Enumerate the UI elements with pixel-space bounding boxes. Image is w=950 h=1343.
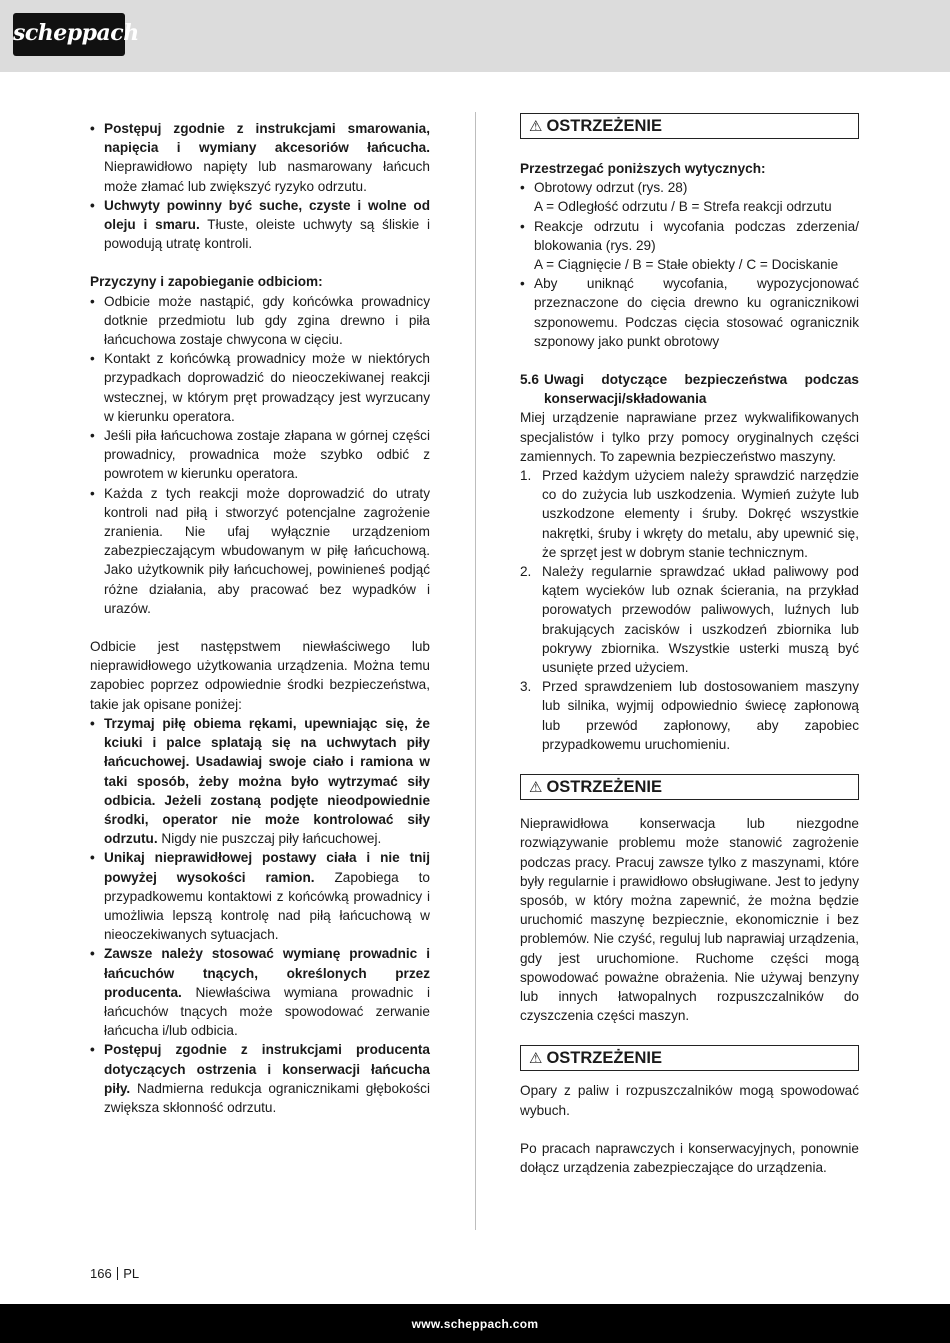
list-item: • Jeśli piła łańcuchowa zostaje złapana w górnej części prowadnicy, prowadnica może szybko odbić z powrotem w kierunku operatora. [90,426,430,484]
list-item: 1. Przed każdym użyciem należy sprawdzić narzędzie co do zużycia lub uszkodzenia. Wymień zużyte lub uszkodzone elementy i śruby. Dokręć wszystkie nakrętki, śruby i wkręty do metalu, aby upewnić się, że sprzęt jest w dobrym stanie technicznym. [520,468,859,560]
list-item: 2. Należy regularnie sprawdzać układ paliwowy pod kątem wycieków lub oznak ścierania, na przykład porowatych przewodów paliwowych, luźnych lub brakujących zacisków i uszkodzeń zbiornika lub pokrywy zbiornika. Wszystkie usterki muszą być usunięte przed użyciem. [520,564,859,676]
guidelines-heading: Przestrzegać poniższych wytycznych: [520,161,766,176]
section-heading: 5.6 Uwagi dotyczące bezpieczeństwa podczas konserwacji/składowania [520,372,859,407]
page-number: 166 PL [90,1266,140,1281]
list-item: 3. Przed sprawdzeniem lub dostosowaniem maszyny lub silnika, wyjmij odpowiednio świecę zapłonową lub przewód zapłonowy, aby zapobiec przypadkowemu uruchomieniu. [520,679,859,752]
warning-icon: ⚠ [529,118,543,135]
warning-box: ⚠ OSTRZEŻENIE [520,113,859,139]
kickback-paragraph: Odbicie jest następstwem niewłaściwego lub nieprawidłowego użytkowania urządzenia. Można temu zapobiec poprzez odpowiednie środki bezpieczeństwa, takie jak opisane poniżej: [90,639,430,712]
website-url: www.scheppach.com [411,1317,539,1331]
final-text: Po pracach naprawczych i konserwacyjnych, ponownie dołącz urządzenia zabezpieczające do urządzenia. [520,1140,859,1175]
warning-text: Nieprawidłowa konserwacja lub niezgodne rozwiązywanie problemu może stanowić zagrożenie podczas pracy. Pracuj zawsze tylko z maszynami, które były regularnie i prawidłowo obsługiwane. Jest to jedyny sposób, w który można zapewnić, że można będzie uruchomić maszynę bezpiecznie, ekonomicznie i bez problemów. Nie czyść, reguluj lub naprawiaj urządzenia, gdy jest uruchomione. Ruchome części mogą spowodować poważne obrażenia. Nie używaj benzyny lub innych łatwopalnych rozpuszczalników do czyszczenia części maszyn. [520,816,859,1024]
list-item: • Unikaj nieprawidłowej postawy ciała i nie tnij powyżej wysokości ramion. Zapobiega to przypadkowemu kontaktowi z końcówką prowadnicy i umożliwia lepszą kontrolę nad piłą łańcuchową w nieoczekiwanych sytuacjach. [90,848,430,944]
warning-icon: ⚠ [529,779,543,797]
list-item: • Zawsze należy stosować wymianę prowadnic i łańcuchów tnących, określonych przez producenta. Niewłaściwa wymiana prowadnic i łańcuchów tnących może spowodować zerwanie łańcucha i/lub odbicia. [90,944,430,1040]
list-item: • Postępuj zgodnie z instrukcjami smarowania, napięcia i wymiany akcesoriów łańcucha. Nieprawidłowo napięty lub nasmarowany łańcuch może złamać lub zwiększyć ryzyko odrzutu. [90,119,430,196]
list-item: • Odbicie może nastąpić, gdy końcówka prowadnicy dotknie przedmiotu lub gdy zgina drewno i piła łańcuchowa zostaje chwycona w cięciu. [90,292,430,350]
list-item: • Reakcje odrzutu i wycofania podczas zderzenia/ blokowania (rys. 29) A = Ciągnięcie / B = Stałe obiekty / C = Dociskanie [520,217,859,275]
list-item: • Kontakt z końcówką prowadnicy może w niektórych przypadkach doprowadzić do nieoczekiwanej reakcji wstecznej, w którym pręt prowadzący jest wyrzucany w kierunku operatora. [90,349,430,426]
list-item: • Aby uniknąć wycofania, wypozycjonować przeznaczone do cięcia drewno ku ogranicznikowi szponowemu. Podczas cięcia stosować ogranicznik szponowy jako punkt obrotowy [520,274,859,351]
page-footer [0,1304,950,1343]
warning-icon: ⚠ [529,1050,543,1068]
warning-text: Opary z paliw i rozpuszczalników mogą spowodować wybuch. [520,1083,859,1118]
kickback-heading: Przyczyny i zapobieganie odbiciom: [90,274,323,290]
list-item: • Każda z tych reakcji może doprowadzić do utraty kontroli nad piłą i stworzyć potencjalne zagrożenie zranienia. Nie ufaj wyłącznie urządzeniom zabezpieczającym wbudowanym w piłę łańcuchową. Jako użytkownik piły łańcuchowej, powinieneś podjąć różne działania, aby pracować bez wypadków i urazów. [90,484,430,618]
section-intro: Miej urządzenie naprawiane przez wykwalifikowanych specjalistów i tylko przy pomocy oryginalnych części zamiennych. To zapewnia bezpieczeństwo maszyny. [520,410,859,464]
page-header [0,0,950,72]
list-item: • Uchwyty powinny być suche, czyste i wolne od oleju i smaru. Tłuste, oleiste uchwyty są śliskie i powodują utratę kontroli. [90,196,430,254]
warning-box: ⚠ OSTRZEŻENIE [520,774,859,800]
warning-box: ⚠ OSTRZEŻENIE [520,1045,859,1071]
list-item: • Obrotowy odrzut (rys. 28) A = Odległość odrzutu / B = Strefa reakcji odrzutu [520,178,859,216]
list-item: • Postępuj zgodnie z instrukcjami producenta dotyczących ostrzenia i konserwacji łańcucha piły. Nadmierna redukcja ogranicznikami głębokości zwiększa skłonność odrzutu. [90,1040,430,1117]
column-divider [475,112,476,1230]
scheppach-logo: scheppach [13,13,125,56]
left-column [90,119,430,1117]
right-column [520,113,859,1177]
list-item: • Trzymaj piłę obiema rękami, upewniając się, że kciuki i palce splatają się na uchwytach piły łańcuchowej. Usadawiaj swoje ciało i ramiona w taki sposób, żeby można było wytrzymać siły odbicia. Jeżeli zostaną podjęte nieodpowiednie środki, operator nie może kontrolować siły odrzutu. Nigdy nie puszczaj piły łańcuchowej. [90,714,430,848]
